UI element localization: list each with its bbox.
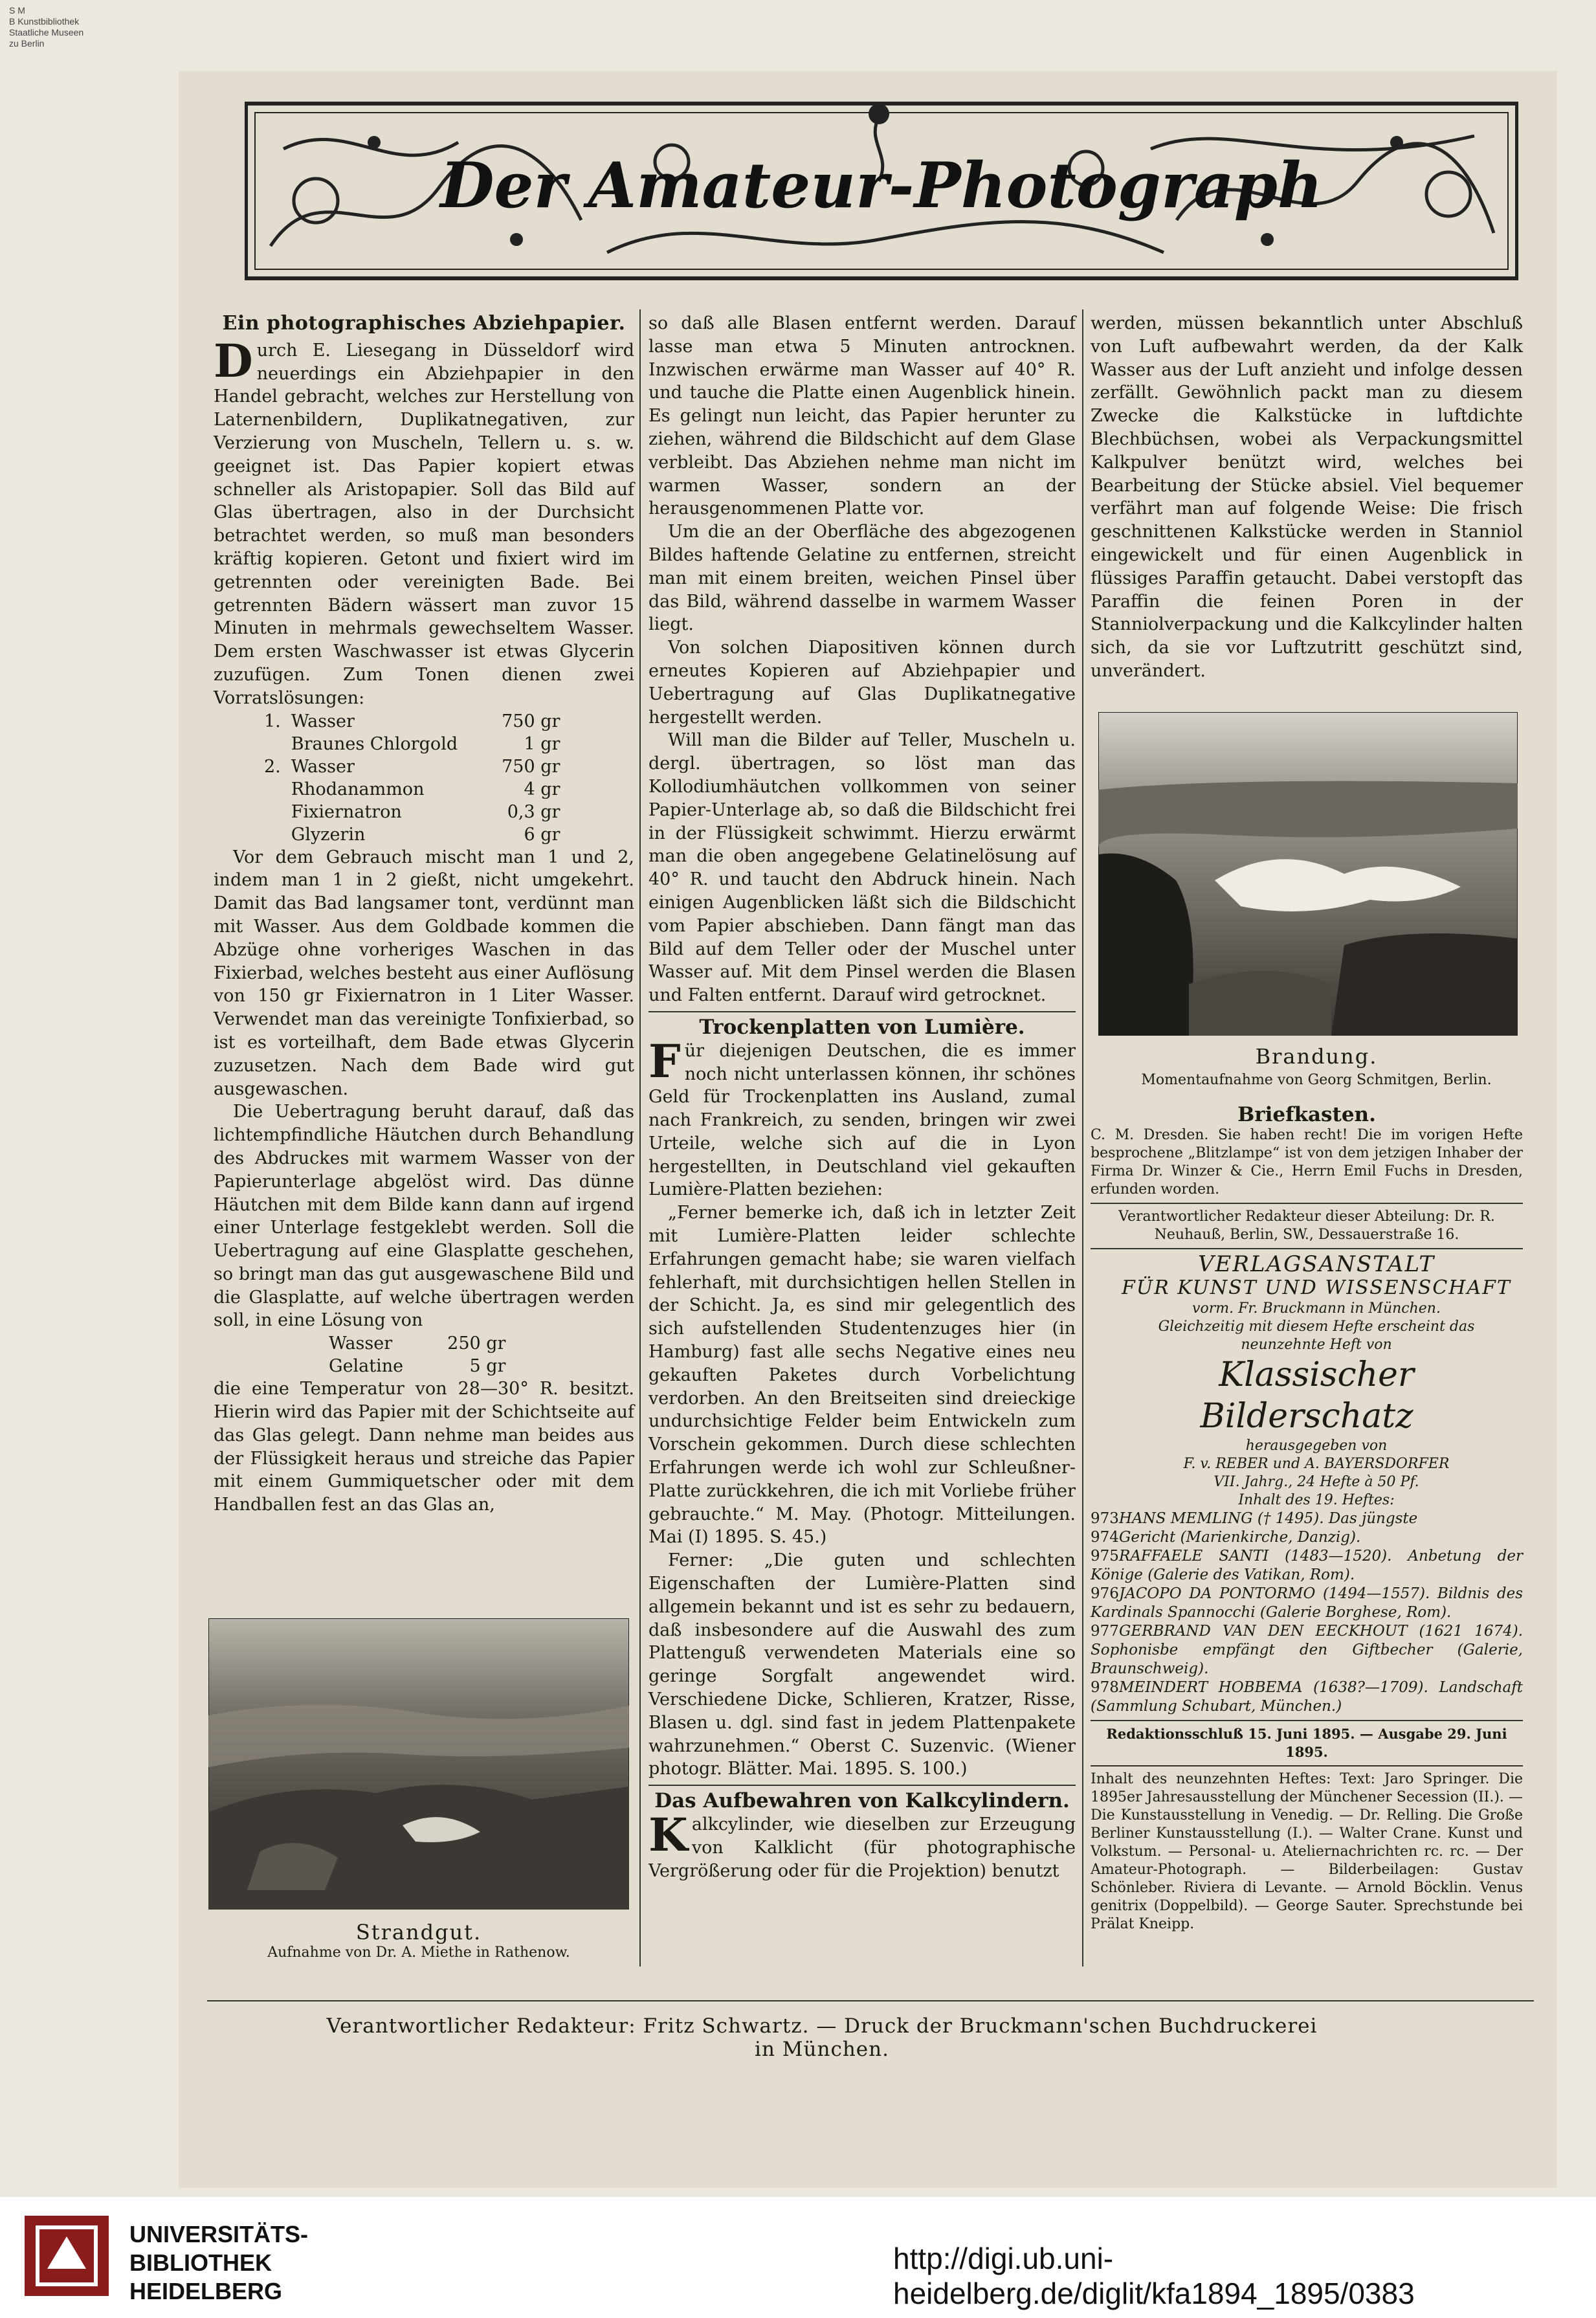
- publisher-note: VII. Jahrg., 24 Hefte à 50 Pf.: [1214, 1473, 1419, 1490]
- listing-item: [1091, 1678, 1523, 1716]
- recipe-amount: 6 gr: [524, 824, 560, 845]
- column-1: [214, 312, 634, 1517]
- recipe-number: [259, 733, 286, 755]
- photo-caption: Brandung.: [1255, 1044, 1378, 1069]
- stamp-line: Staatliche Museen: [9, 27, 84, 38]
- article-paragraph: werden, müssen bekanntlich unter Abschluß von Luft aufbewahrt werden, da der Kalk Wasser aus der Luft anzieht und infolge dessen zerfällt. Gewöhnlich packt man zu diesem Zwecke die Kalkstücke in luftdichte Blechbüchsen, wobei als Verpackungsmittel Kalkpulver benützt wird, welches bei Bearbeitung der Stücke absiel. Viel bequemer verfährt man auf folgende Weise: Die frisch geschnittenen Kalkstücke werden in Stanniol eingewickelt und für einen Augenblick in flüssiges Paraffin getaucht. Dabei verstopft das Paraffin die feinen Poren in der Stanniolverpackung und die Kalkcylinder halten sich, da sie vor Luftzutritt geschützt sind, unverändert.: [1091, 313, 1523, 681]
- recipe-row: [259, 778, 565, 801]
- listing-item: [1091, 1528, 1523, 1547]
- listing-item: [1091, 1585, 1523, 1622]
- university-logo-text: [129, 2220, 308, 2306]
- recipe-row: [324, 1332, 511, 1355]
- publisher-note: F. v. REBER und A. BAYERSDORFER: [1183, 1455, 1450, 1472]
- publisher-name: VERLAGSANSTALT: [1197, 1251, 1435, 1278]
- masthead-ornament: [245, 91, 1518, 285]
- stamp-line: zu Berlin: [9, 38, 45, 49]
- listing-text: RAFFAELE SANTI (1483—1520). Anbetung der Könige (Galerie des Vatikan, Rom).: [1091, 1547, 1523, 1583]
- recipe-ingredient: Gelatine: [329, 1356, 404, 1377]
- recipe-number: 1.: [264, 711, 281, 731]
- recipe-ingredient: Braunes Chlorgold: [291, 733, 458, 754]
- source-url-link[interactable]: http://digi.ub.uni-heidelberg.de/diglit/kfa1894_1895/0383: [893, 2242, 1415, 2310]
- listing-number: 977: [1091, 1622, 1119, 1640]
- recipe-ingredient: Wasser: [329, 1333, 393, 1354]
- article-heading: Trockenplatten von Lumière.: [699, 1015, 1025, 1039]
- publisher-name-2: FÜR KUNST UND WISSENSCHAFT: [1122, 1276, 1511, 1300]
- page-footer: Verantwortlicher Redakteur: Fritz Schwartz. — Druck der Bruckmann'schen Buchdruckerei in München.: [326, 2014, 1318, 2061]
- logo-line: HEIDELBERG: [129, 2278, 283, 2304]
- recipe-amount: 4 gr: [524, 779, 560, 799]
- column-rule: [639, 309, 641, 1967]
- drop-cap: K: [648, 1808, 688, 1862]
- recipe-amount: 250 gr: [447, 1333, 506, 1354]
- listing-item: [1091, 1622, 1523, 1678]
- section-divider: [1091, 1203, 1523, 1204]
- article-paragraph: [648, 1034, 1076, 1202]
- column-3-lower: [1091, 1045, 1523, 1934]
- recipe-amount: 0,3 gr: [507, 801, 560, 822]
- footer-rule: [207, 2000, 1534, 2001]
- article-paragraph: Will man die Bilder auf Teller, Muscheln u. dergl. übertragen, so löst man das Kollodiumhäutchen vollkommen von seiner Papier-Unterlage ab, so daß die Bildschicht frei in der Flüssigkeit schwimmt. Hierzu erwärmt man die oben angegebene Gelatinelösung auf 40° R. und taucht den Abdruck hinein. Nach einigen Augenblicken läßt sich die Bildschicht vom Papier abschieben. Dann fängt man das Bild auf dem Teller oder der Muschel unter Wasser auf. Mit dem Pinsel werden die Blasen und Falten entfernt. Darauf wird getrocknet.: [648, 730, 1076, 1006]
- section-divider: [1091, 1720, 1523, 1721]
- editor-note: Verantwortlicher Redakteur dieser Abteilung: Dr. R. Neuhauß, Berlin, SW., Dessauerstraße 16.: [1118, 1209, 1495, 1243]
- photo-caption: Strandgut.: [355, 1920, 482, 1945]
- listing-number: 973: [1091, 1510, 1119, 1527]
- recipe-ingredient: Rhodanammon: [291, 779, 425, 799]
- recipe-number: 2.: [264, 756, 281, 777]
- section-divider: [1091, 1248, 1523, 1249]
- listing-text: Gericht (Marienkirche, Danzig).: [1119, 1528, 1361, 1546]
- article-paragraph: Von solchen Diapositiven können durch erneutes Kopieren auf Abziehpapier und Uebertragung auf Glas Duplikatnegative hergestellt werden.: [648, 638, 1076, 728]
- drop-cap: D: [214, 333, 253, 388]
- publication-title: Klassischer Bilderschatz: [1200, 1355, 1414, 1436]
- recipe-ingredient: Wasser: [291, 756, 355, 777]
- article-paragraph: so daß alle Blasen entfernt werden. Darauf lasse man etwa 5 Minuten antrocknen. Inzwischen erwärme man Wasser auf 40° R. und tauche die Platte einen Augenblick hinein. Es gelingt nun leicht, das Papier herunter zu ziehen, während die Bildschicht auf dem Glase verbleibt. Das Abziehen nehme man nicht im warmen Wasser, sondern an der herausgenommenen Platte vor.: [648, 313, 1076, 519]
- recipe-row: [324, 1355, 511, 1377]
- masthead-title: Der Amateur-Photograph: [440, 149, 1323, 222]
- library-stamp: [9, 5, 83, 49]
- article-paragraph: „Ferner bemerke ich, daß ich in letzter Zeit mit Lumière-Platten leider schlechte Erfahrungen gemacht habe; sie waren vielfach fehlerhaft, mit durchsichtigen hellen Stellen in der Schicht. Ja, es sind mir gelegentlich des sich aufstellenden Studentenzuges hier (in Hamburg) fast alle sechs Negative eines neu gekauften Paketes durch Vorbelichtung verdorben. An den Breitseiten sind dreieckige undurchsichtige Felder beim Entwickeln zum Vorschein gekommen. Durch diese schlechten Erfahrungen werde ich wohl zur Schleußner-Platte zurückkehren, die ich mit Vorliebe früher gebrauchte.“ M. May. (Photogr. Mitteilungen. Mai (I) 1895. S. 45.): [648, 1203, 1076, 1548]
- issue-contents: Inhalt des neunzehnten Heftes: Text: Jaro Springer. Die 1895er Jahresausstellung der Münchener Secession (II.). — Die Kunstausstellung in Venedig. — Dr. Relling. Die Große Berliner Kunstausstellung (I.). — Walter Crane. Kunst und Volkstum. — Personal- u. Ateliernachrichten rc. rc. — Der Amateur-Photograph. — Bilderbeilagen: Gustav Schönleber. Riviera di Levante. — Arnold Böcklin. Venus genitrix (Doppelbild). — George Sauter. Sprechstunde bei Prälat Kneipp.: [1091, 1770, 1523, 1932]
- article-paragraph: Vor dem Gebrauch mischt man 1 und 2, indem man 1 in 2 gießt, nicht umgekehrt. Damit das Bad langsamer tont, verdünnt man mit Wasser. Aus dem Goldbade kommen die Abzüge ohne vorheriges Waschen in das Fixierbad, welches besteht aus einer Auflösung von 150 gr Fixiernatron in 1 Liter Wasser. Verwendet man das vereinigte Tonfixierbad, so ist es vorteilhaft, dem Bade etwas Glycerin zuzusetzen. Nach dem Bade wird gut ausgewaschen.: [214, 847, 634, 1099]
- logo-line: UNIVERSITÄTS-: [129, 2221, 309, 2247]
- recipe-row: [259, 755, 565, 778]
- recipe-row: [259, 823, 565, 846]
- listing-number: 978: [1091, 1678, 1119, 1696]
- article-heading: Ein photographisches Abziehpapier.: [222, 312, 626, 335]
- recipe-table: [324, 1332, 511, 1377]
- listing-text: JACOPO DA PONTORMO (1494—1557). Bildnis des Kardinals Spannocchi (Galerie Borghese, Rom).: [1091, 1585, 1523, 1621]
- section-divider: [648, 1785, 1076, 1786]
- recipe-table: [259, 710, 565, 846]
- recipe-amount: 1 gr: [524, 733, 560, 754]
- recipe-amount: 750 gr: [502, 711, 560, 731]
- photo-caption-block: [208, 1920, 629, 1961]
- briefkasten-text: C. M. Dresden. Sie haben recht! Die im vorigen Hefte besprochene „Blitzlampe“ ist von dem jetzigen Inhaber der Firma Dr. Winzer & Cie., Herrn Emil Fuchs in Dresden, erfunden worden.: [1091, 1127, 1523, 1198]
- article-paragraph: [214, 333, 634, 710]
- photo-credit: Aufnahme von Dr. A. Miethe in Rathenow.: [267, 1945, 570, 1961]
- article-paragraph: Die Uebertragung beruht darauf, daß das lichtempfindliche Häutchen durch Behandlung des Abdruckes mit warmem Wasser von der Papierunterlage abgelöst wird. Das dünne Häutchen mit dem Bilde kann dann auf irgend einer Unterlage festgeklebt werden. Soll die Uebertragung auf eine Glasplatte geschehen, so bringt man das gut ausgewaschene Bild und die Glasplatte, auf welche übertragen werden soll, in eine Lösung von: [214, 1102, 634, 1331]
- listing-item: [1091, 1547, 1523, 1585]
- drop-cap: F: [648, 1034, 681, 1088]
- recipe-ingredient: Fixiernatron: [291, 801, 402, 822]
- stamp-line: B Kunstbibliothek: [9, 16, 80, 27]
- recipe-row: [259, 733, 565, 755]
- listing-item: [1091, 1510, 1523, 1528]
- paragraph-text: alkcylinder, wie dieselben zur Erzeugung von Kalklicht (für photographische Vergrößerung oder für die Projektion) benutzt: [648, 1814, 1076, 1881]
- logo-line: BIBLIOTHEK: [129, 2249, 272, 2276]
- column-2: [648, 312, 1076, 1882]
- recipe-amount: 750 gr: [502, 756, 560, 777]
- recipe-ingredient: Glyzerin: [291, 824, 366, 845]
- article-paragraph: [648, 1808, 1076, 1882]
- publisher-note: neunzehnte Heft von: [1241, 1336, 1392, 1353]
- listing-number: 976: [1091, 1585, 1119, 1602]
- column-rule: [1082, 309, 1083, 1967]
- contents-listing: [1091, 1510, 1523, 1716]
- publisher-note: Inhalt des 19. Heftes:: [1238, 1491, 1395, 1508]
- recipe-number: [259, 778, 286, 801]
- recipe-amount: 5 gr: [469, 1356, 506, 1377]
- listing-text: MEINDERT HOBBEMA (1638?—1709). Landschaft (Sammlung Schubart, München.): [1091, 1678, 1523, 1715]
- photo-strandgut: [208, 1618, 629, 1910]
- photo-brandung: [1098, 712, 1518, 1036]
- recipe-row: [259, 710, 565, 733]
- recipe-ingredient: Wasser: [291, 711, 355, 731]
- university-logo-icon: [18, 2211, 115, 2301]
- article-paragraph: Ferner: „Die guten und schlechten Eigenschaften der Lumière-Platten sind allgemein bekannt und ist es sehr zu bedauern, daß insbesondere auf die Auswahl des zum Plattenguß verwendeten Materials eine so geringe Sorgfalt angewendet wird. Verschiedene Dicke, Schlieren, Kratzer, Risse, Blasen u. dgl. sind fast in jedem Plattenpakete wahrzunehmen.“ Oberst C. Suzenvic. (Wiener photogr. Blätter. Mai. 1895. S. 100.): [648, 1550, 1076, 1779]
- briefkasten-heading: Briefkasten.: [1237, 1102, 1376, 1126]
- publisher-note: herausgegeben von: [1245, 1437, 1388, 1454]
- listing-text: GERBRAND VAN DEN EECKHOUT (1621 1674). Sophonisbe empfängt den Giftbecher (Galerie, Braunschweig).: [1091, 1622, 1523, 1677]
- publisher-note: Gleichzeitig mit diesem Hefte erscheint das: [1158, 1318, 1475, 1335]
- publisher-note: vorm. Fr. Bruckmann in München.: [1192, 1300, 1441, 1317]
- section-divider: [648, 1011, 1076, 1012]
- deadline-note: Redaktionsschluß 15. Juni 1895. — Ausgabe 29. Juni 1895.: [1106, 1725, 1507, 1760]
- article-heading: Das Aufbewahren von Kalkcylindern.: [654, 1789, 1070, 1813]
- paragraph-text: urch E. Liesegang in Düsseldorf wird neuerdings ein Abziehpapier in den Handel gebracht, welches zur Herstellung von Laternenbildern, Duplikatnegativen, zur Verzierung von Muscheln, Tellern u. s. w. geeignet ist. Das Papier kopiert etwas schneller als Aristopapier. Soll das Bild auf Glas übertragen, also in der Durchsicht betrachtet werden, so muß man besonders kräftig kopieren. Getont und fixiert wird im getrennten oder vereinigten Bade. Bei getrennten Bädern wässert man zuvor 15 Minuten in mehrmals gewechseltem Wasser. Dem ersten Waschwasser ist etwas Glycerin zuzufügen. Zum Tonen dienen zwei Vorratslösungen:: [214, 340, 634, 708]
- listing-number: 975: [1091, 1547, 1119, 1565]
- photo-credit: Momentaufnahme von Georg Schmitgen, Berlin.: [1141, 1071, 1492, 1088]
- section-divider: [1091, 1765, 1523, 1766]
- listing-number: 974: [1091, 1528, 1119, 1546]
- column-3: [1091, 312, 1523, 683]
- stamp-line: S M: [9, 5, 25, 16]
- recipe-number: [259, 823, 286, 846]
- recipe-number: [259, 801, 286, 823]
- listing-text: HANS MEMLING († 1495). Das jüngste: [1119, 1510, 1418, 1527]
- article-paragraph: die eine Temperatur von 28—30° R. besitzt. Hierin wird das Papier mit der Schichtseite auf das Glas gelegt. Dann nehme man beides aus der Flüssigkeit heraus und streiche das Papier mit einem Gummiquetscher oder mit dem Handballen fest an das Glas an,: [214, 1379, 634, 1515]
- article-paragraph: Um die an der Oberfläche des abgezogenen Bildes haftende Gelatine zu entfernen, streicht man mit einem breiten, weichen Pinsel über das Bild, während dasselbe in warmem Wasser liegt.: [648, 522, 1076, 635]
- recipe-row: [259, 801, 565, 823]
- paragraph-text: ür diejenigen Deutschen, die es immer noch nicht unterlassen können, ihr schönes Geld für Trockenplatten ins Ausland, zumal nach Frankreich, zu senden, bringen wir zwei Urteile, welche sich auf die in Lyon hergestellten, in Deutschland viel gekauften Lumière-Platten beziehen:: [648, 1040, 1076, 1200]
